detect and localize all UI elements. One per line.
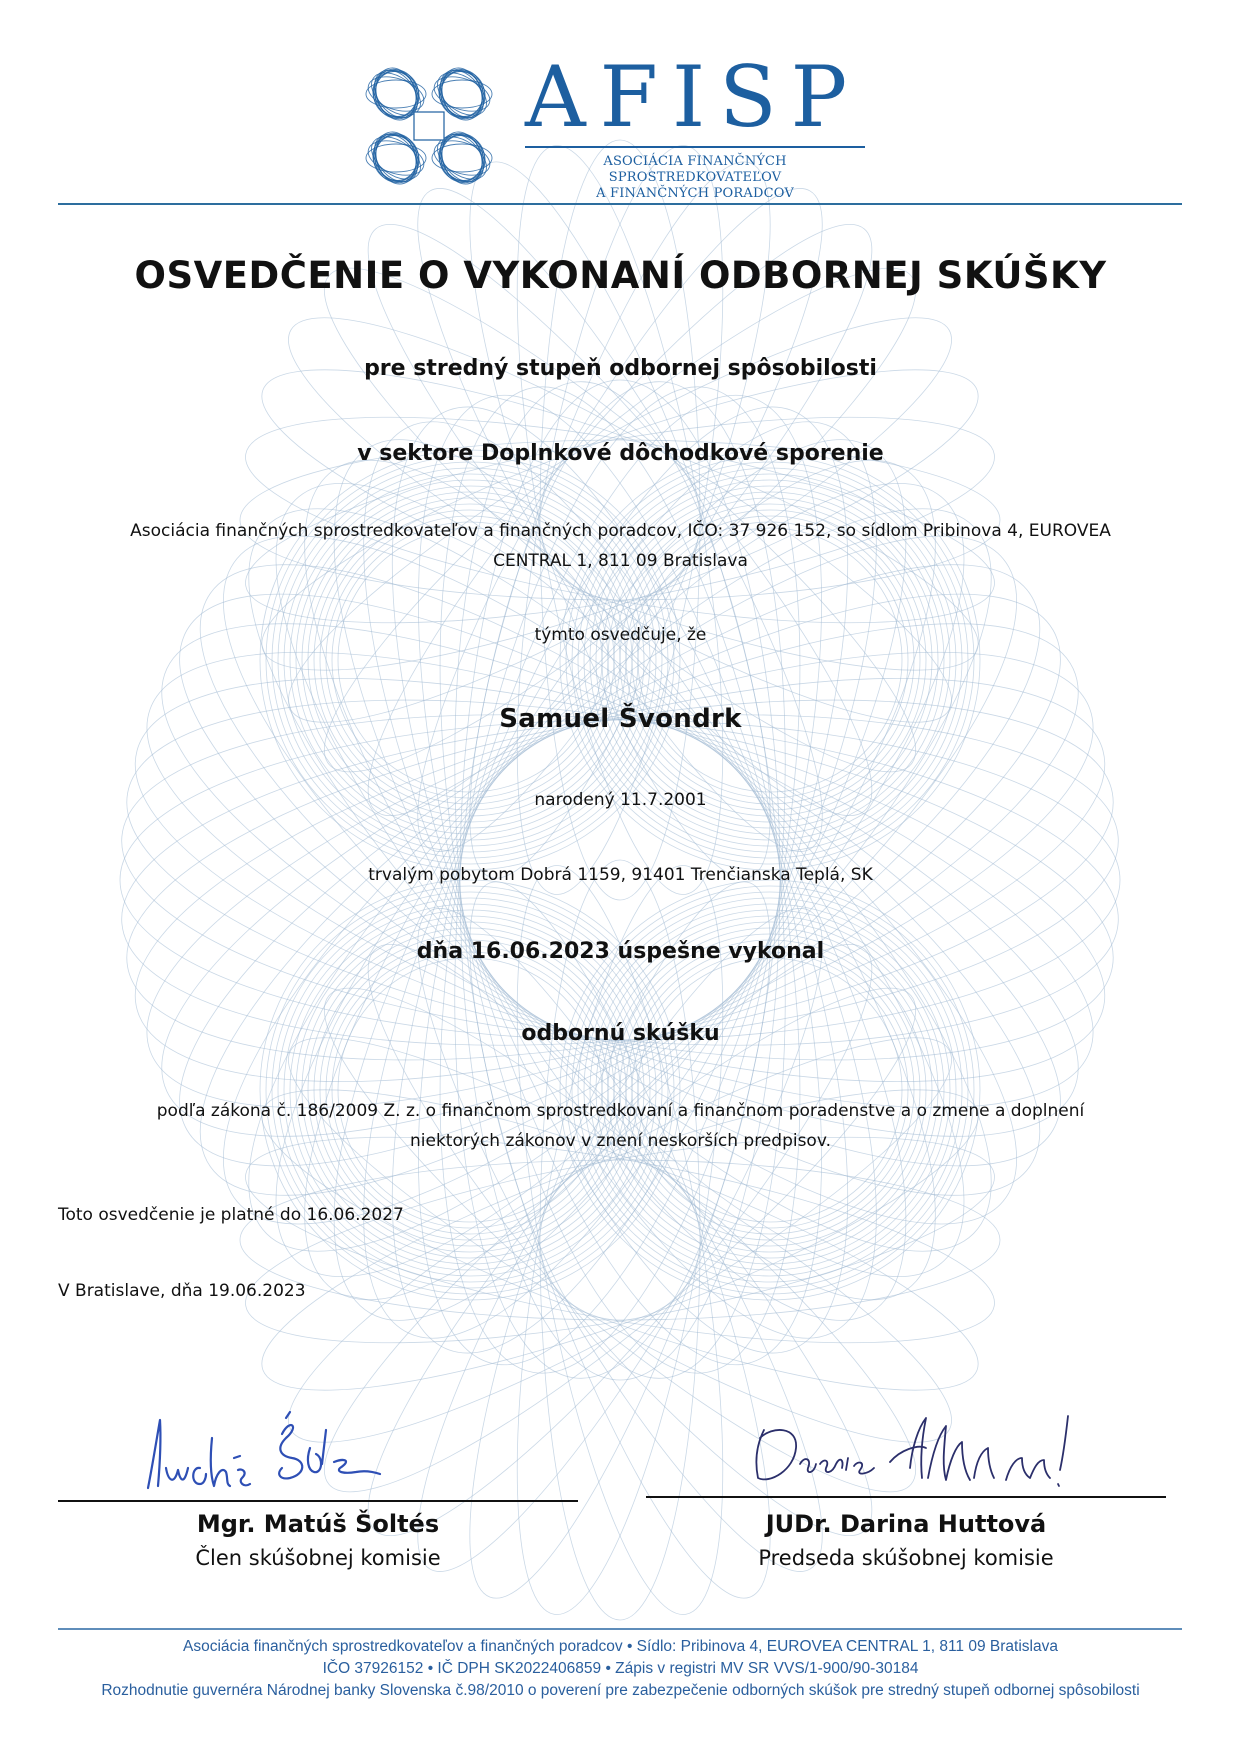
guilloche-curve [540, 860, 700, 1620]
issuer-line2: CENTRAL 1, 811 09 Bratislava [493, 551, 748, 571]
afisp-logo-emblem [362, 62, 496, 190]
signature-line-right [646, 1496, 1166, 1498]
certificate-title: OSVEDČENIE O VYKONANÍ ODBORNEJ SKÚŠKY [134, 254, 1107, 297]
legal-basis [90, 1096, 1151, 1156]
logo-word: AFISP [525, 48, 862, 146]
birth-date: narodený 11.7.2001 [534, 790, 707, 810]
guilloche-curve [320, 940, 620, 1240]
footer-line2: IČO 37926152 • IČ DPH SK2022406859 • Zápis v registri MV SR VVS/1-900/90-30184 [322, 1660, 919, 1677]
competence-level: pre stredný stupeň odbornej spôsobilosti [364, 356, 877, 381]
footer-line1: Asociácia finančných sprostredkovateľov a finančných poradcov • Sídlo: Pribinova 4, EUROVEA CENTRAL 1, 811 09 Bratislava [183, 1638, 1058, 1655]
certifies-text: týmto osvedčuje, že [534, 625, 707, 645]
logo-rule [525, 146, 865, 148]
exam-date-passed: dňa 16.06.2023 úspešne vykonal [416, 939, 825, 964]
guilloche-curve [338, 958, 602, 1222]
logo-subtitle-line2: A FINANČNÝCH PORADCOV [596, 186, 794, 201]
footer-divider [58, 1628, 1182, 1630]
law-line1: podľa zákona č. 186/2009 Z. z. o finančnom sprostredkovaní a finančnom poradenstve a o zmene a doplnení [156, 1101, 1085, 1121]
sector: v sektore Doplnkové dôchodkové sporenie [357, 441, 884, 466]
issuer-statement [70, 516, 1171, 576]
issuer-line1: Asociácia finančných sprostredkovateľov a finančných poradcov, IČO: 37 926 152, so sídlom Pribinova 4, EUROVEA [130, 521, 1111, 541]
exam-label: odbornú skúšku [521, 1021, 720, 1046]
residence: trvalým pobytom Dobrá 1159, 91401 Trenčianska Teplá, SK [368, 865, 873, 885]
signatory-right [646, 1510, 1166, 1570]
signature-left [130, 1408, 390, 1500]
logo-center-square [414, 112, 444, 140]
footer [0, 1636, 1241, 1702]
guilloche-curve [602, 922, 938, 1258]
law-line2: niektorých zákonov v znení neskorších predpisov. [410, 1131, 831, 1151]
guilloche-curve [361, 871, 880, 1609]
guilloche-curve [638, 958, 902, 1222]
logo-subtitle-line1: ASOCIÁCIA FINANČNÝCH SPROSTREDKOVATEĽOV [603, 154, 787, 185]
afisp-logo-wordmark [525, 48, 865, 202]
signatory-right-role: Predseda skúšobnej komisie [758, 1546, 1054, 1570]
place-and-date: V Bratislave, dňa 19.06.2023 [58, 1281, 306, 1301]
signatory-left-role: Člen skúšobnej komisie [195, 1546, 441, 1570]
guilloche-curve [240, 1160, 1000, 1320]
signature-line-left [58, 1500, 578, 1502]
header-divider [58, 203, 1182, 205]
validity: Toto osvedčenie je platné do 16.06.2027 [58, 1205, 404, 1225]
holder-name: Samuel Švondrk [499, 704, 742, 734]
signatory-left [58, 1510, 578, 1570]
guilloche-curve [620, 940, 920, 1240]
signatory-right-name: JUDr. Darina Huttová [765, 1510, 1047, 1538]
signature-right [750, 1408, 1090, 1498]
footer-line3: Rozhodnutie guvernéra Národnej banky Slovenska č.98/2010 o poverení pre zabezpečenie odborných skúšok pre stredný stupeň odbornej spôsobilosti [101, 1682, 1140, 1699]
guilloche-curve [361, 871, 880, 1609]
signatory-left-name: Mgr. Matúš Šoltés [196, 1510, 440, 1538]
